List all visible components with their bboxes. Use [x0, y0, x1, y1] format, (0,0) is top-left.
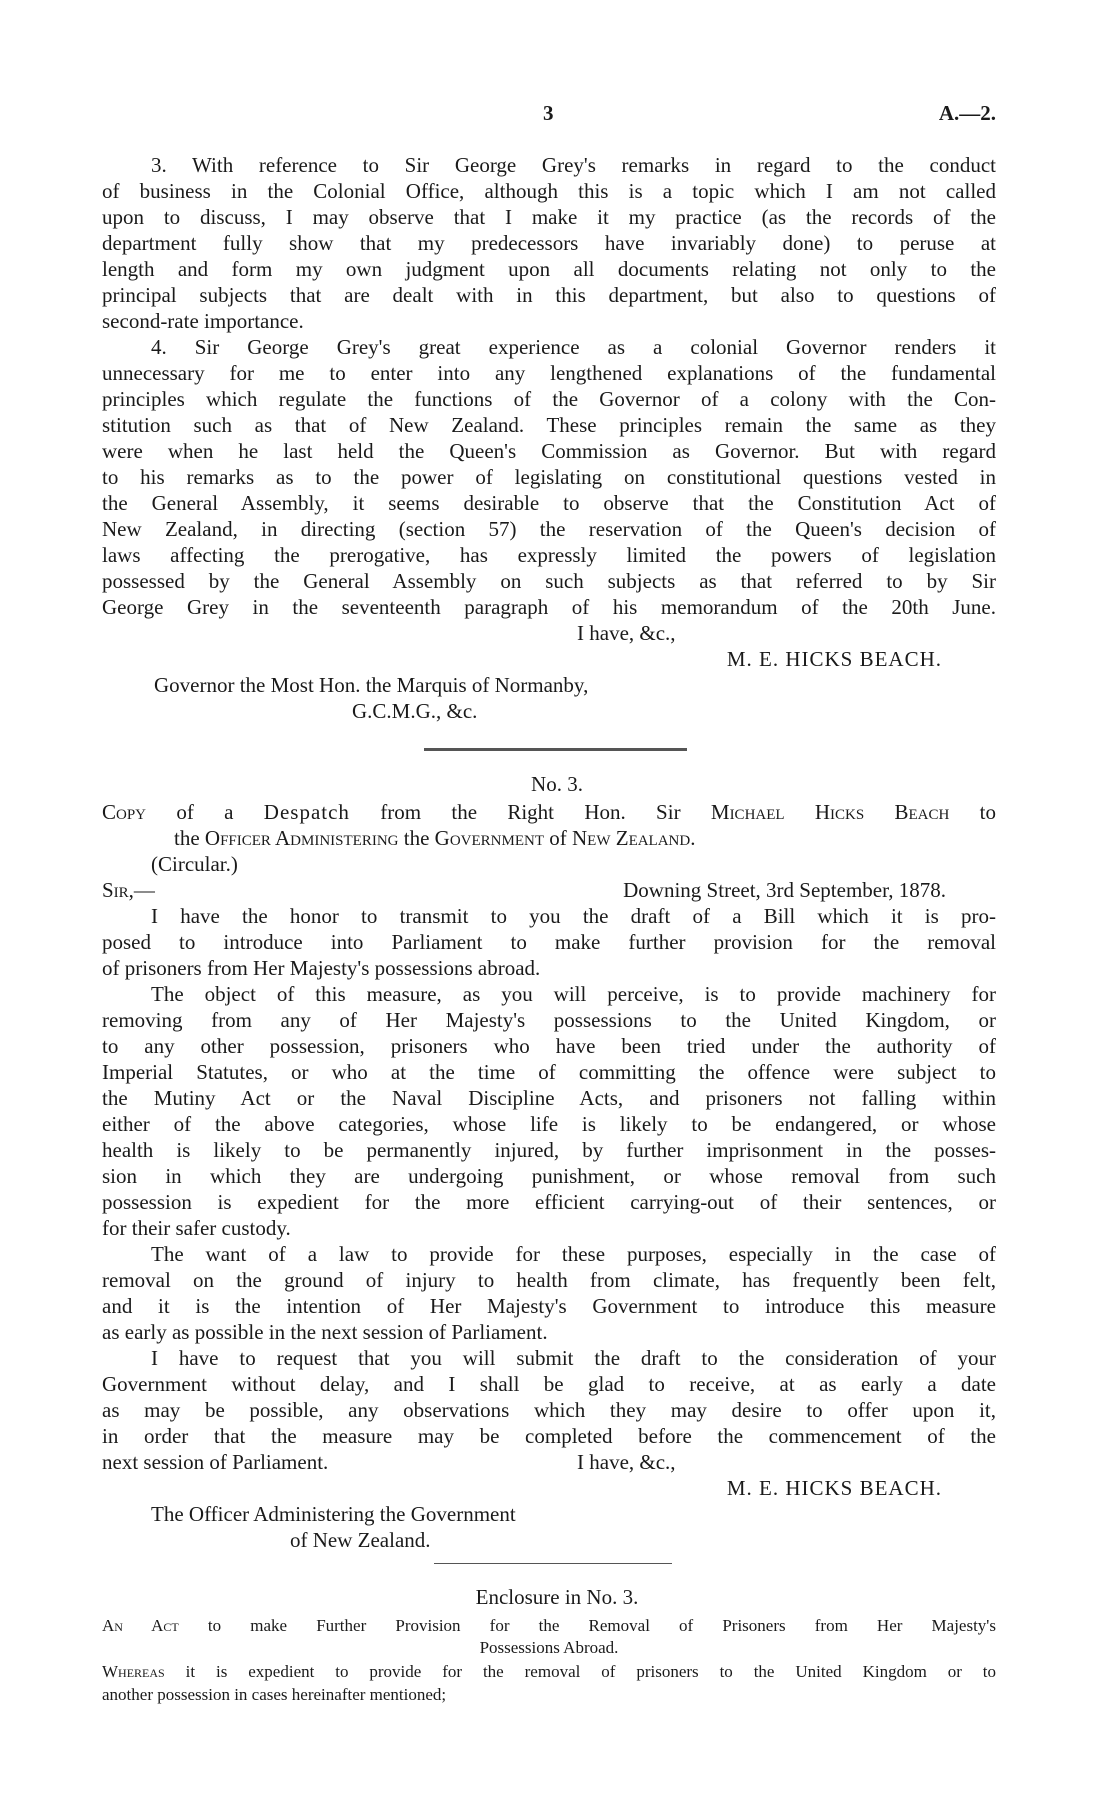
document-reference: A.—2.: [938, 101, 996, 125]
text-line: posed to introduce into Parliament to make further provision for the removal: [102, 930, 996, 954]
despatch-heading-line-1: [102, 799, 996, 825]
act-title-line-1: [102, 1614, 996, 1637]
text-line: I have the honor to transmit to you the draft of a Bill which it is pro-: [151, 904, 996, 928]
despatch-addressee-1: The Officer Administering the Government: [151, 1502, 516, 1526]
text-line: the General Assembly, it seems desirable to observe that the Constitution Act of: [102, 491, 996, 515]
heading-word: New Zealand.: [572, 826, 696, 850]
text-line: I have to request that you will submit the draft to the consideration of your: [151, 1346, 996, 1370]
text-line: of prisoners from Her Majesty's possessions abroad.: [102, 956, 541, 980]
place-date: Downing Street, 3rd September, 1878.: [623, 878, 946, 902]
text-line: the Mutiny Act or the Naval Discipline Acts, and prisoners not falling within: [102, 1086, 996, 1110]
heading-word: Officer Administering: [204, 826, 399, 850]
salutation: Sir,—: [102, 878, 155, 902]
despatch-heading-line-2: [174, 825, 695, 851]
heading-word: of a: [176, 800, 234, 824]
text-line: stitution such as that of New Zealand. These principles remain the same as they: [102, 413, 996, 437]
despatch-signature: M. E. HICKS BEACH.: [726, 1476, 942, 1500]
heading-word: Despatch: [263, 800, 350, 824]
text-line: were when he last held the Queen's Commission as Governor. But with regard: [102, 439, 996, 463]
text-line: to his remarks as to the power of legislating on constitutional questions vested in: [102, 465, 996, 489]
text-line: for their safer custody.: [102, 1216, 291, 1240]
act-prefix: An Act: [102, 1616, 179, 1635]
text-line: sion in which they are undergoing punishment, or whose removal from such: [102, 1164, 996, 1188]
text-line: removal on the ground of injury to health from climate, has frequently been felt,: [102, 1268, 996, 1292]
heading-word: of: [549, 826, 567, 850]
heading-word: to: [979, 800, 997, 824]
text-line: The want of a law to provide for these purposes, especially in the case of: [151, 1242, 996, 1266]
text-line: to any other possession, prisoners who have been tried under the authority of: [102, 1034, 996, 1058]
heading-word: from the: [380, 800, 478, 824]
text-line: and it is the intention of Her Majesty's Government to introduce this measure: [102, 1294, 996, 1318]
text-line: of business in the Colonial Office, although this is a topic which I am not called: [102, 179, 996, 203]
text-line: possession is expedient for the more efficient carrying-out of their sentences, or: [102, 1190, 996, 1214]
heading-word: Right Hon. Sir: [507, 800, 681, 824]
whereas-line-1: [102, 1660, 996, 1683]
text-line: New Zealand, in directing (section 57) the reservation of the Queen's decision of: [102, 517, 996, 541]
text-line: upon to discuss, I may observe that I make it my practice (as the records of the: [102, 205, 996, 229]
text-line: department fully show that my predecessors have invariably done) to peruse at: [102, 231, 996, 255]
enclosure-title: Enclosure in No. 3.: [475, 1585, 639, 1609]
text-line: principal subjects that are dealt with in this department, but also to questions of: [102, 283, 996, 307]
whereas-line-2: another possession in cases hereinafter mentioned;: [102, 1685, 447, 1704]
heading-word: the: [174, 826, 200, 850]
heading-word: the: [403, 826, 430, 850]
despatch-closing-i-have: I have, &c.,: [577, 1450, 676, 1474]
text-line: possessed by the General Assembly on such subjects as that referred to by Sir: [102, 569, 996, 593]
whereas-text: it is expedient to provide for the removal of prisoners to the United Kingdom or to: [185, 1662, 996, 1681]
text-line: The object of this measure, as you will perceive, is to provide machinery for: [151, 982, 996, 1006]
text-line: in order that the measure may be completed before the commencement of the: [102, 1424, 996, 1448]
circular-label: (Circular.): [151, 852, 238, 876]
text-line: George Grey in the seventeenth paragraph of his memorandum of the 20th June.: [102, 595, 996, 619]
text-line: 4. Sir George Grey's great experience as a colonial Governor renders it: [151, 335, 996, 359]
text-line: unnecessary for me to enter into any lengthened explanations of the fundamental: [102, 361, 996, 385]
text-line: Imperial Statutes, or who at the time of committing the offence were subject to: [102, 1060, 996, 1084]
closing-i-have: I have, &c.,: [577, 621, 676, 645]
signature: M. E. HICKS BEACH.: [726, 647, 942, 671]
enclosure-divider: [434, 1563, 672, 1564]
act-title-text: to make Further Provision for the Removal of Prisoners from Her Majesty's: [207, 1616, 996, 1635]
text-line: second-rate importance.: [102, 309, 304, 333]
heading-word: Copy: [102, 800, 147, 824]
text-line: Government without delay, and I shall be glad to receive, at as early a date: [102, 1372, 996, 1396]
despatch-number: No. 3.: [531, 772, 583, 796]
whereas-prefix: Whereas: [102, 1662, 165, 1681]
heading-word: Government: [434, 826, 544, 850]
despatch-addressee-2: of New Zealand.: [290, 1528, 431, 1552]
section-divider: [424, 748, 687, 751]
addressee-line-2: G.C.M.G., &c.: [352, 699, 478, 723]
text-line: principles which regulate the functions of the Governor of a colony with the Con-: [102, 387, 996, 411]
text-line: next session of Parliament.: [102, 1450, 329, 1474]
text-line: laws affecting the prerogative, has expressly limited the powers of legislation: [102, 543, 996, 567]
text-line: as early as possible in the next session of Parliament.: [102, 1320, 548, 1344]
addressee-line-1: Governor the Most Hon. the Marquis of Normanby,: [154, 673, 589, 697]
text-line: length and form my own judgment upon all documents relating not only to the: [102, 257, 996, 281]
heading-word: Michael Hicks Beach: [710, 800, 950, 824]
text-line: either of the above categories, whose life is likely to be endangered, or whose: [102, 1112, 996, 1136]
text-line: 3. With reference to Sir George Grey's remarks in regard to the conduct: [151, 153, 996, 177]
text-line: removing from any of Her Majesty's possessions to the United Kingdom, or: [102, 1008, 996, 1032]
page-number: 3: [543, 101, 554, 125]
act-title-line-2: Possessions Abroad.: [479, 1638, 619, 1657]
text-line: health is likely to be permanently injured, by further imprisonment in the posses-: [102, 1138, 996, 1162]
text-line: as may be possible, any observations which they may desire to offer upon it,: [102, 1398, 996, 1422]
